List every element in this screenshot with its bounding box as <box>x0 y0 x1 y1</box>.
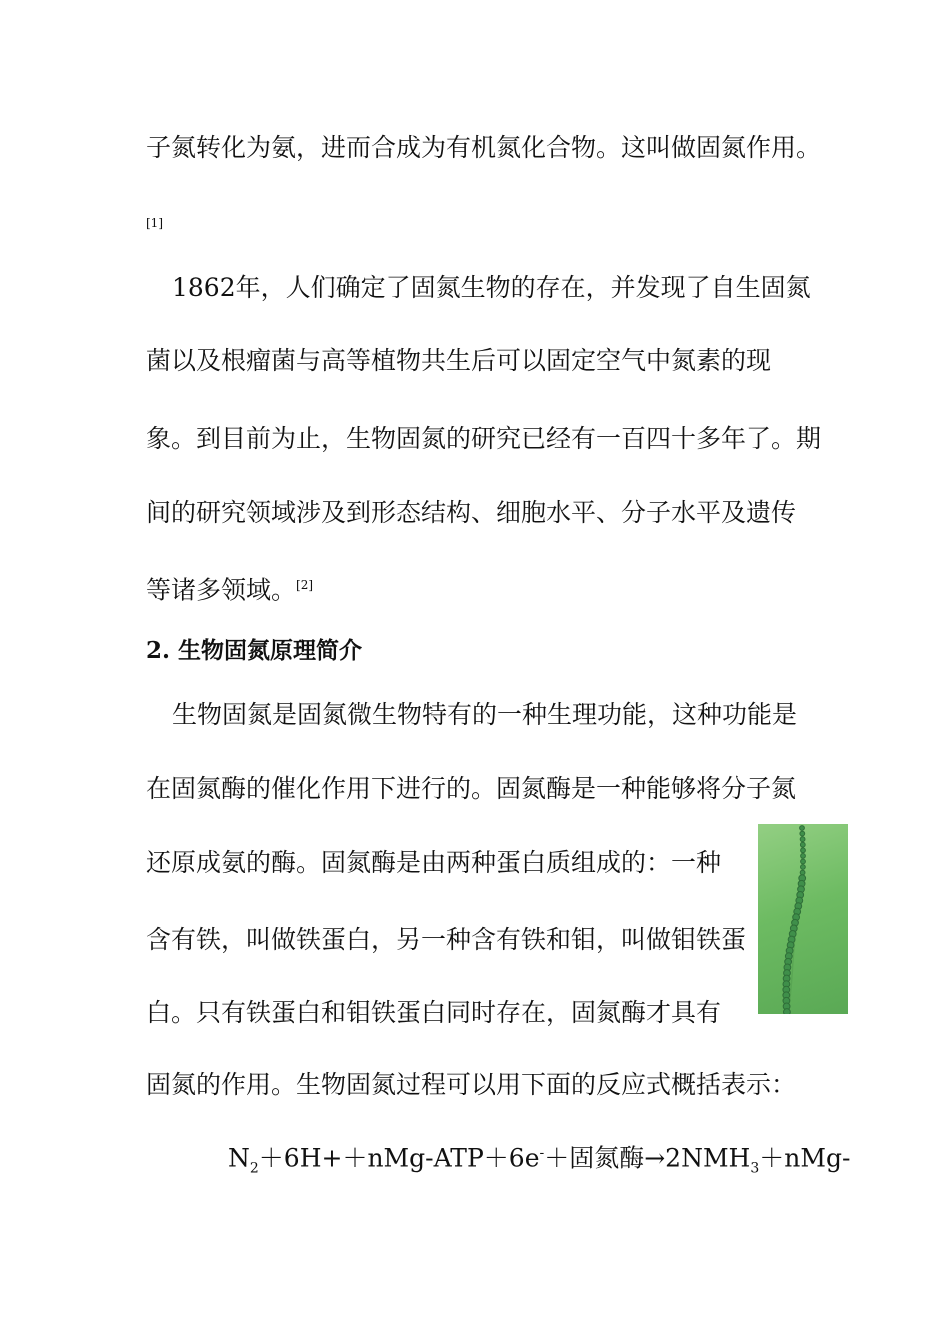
filament-cell <box>800 826 805 831</box>
formula-mid-2: ＋固氮酶→2NMH <box>544 1143 751 1173</box>
filament-cell <box>801 865 806 870</box>
formula-end: ＋nMg- <box>759 1143 851 1173</box>
paragraph-3-line-5: 白。只有铁蛋白和钼铁蛋白同时存在，固氮酶才具有 <box>146 998 722 1027</box>
paragraph-3-line-2: 在固氮酶的催化作用下进行的。固氮酶是一种能够将分子氮 <box>146 774 797 803</box>
filament-svg <box>758 824 848 1014</box>
formula-h-sub: 3 <box>750 1160 760 1177</box>
paragraph-1-line-1: 子氮转化为氨，进而合成为有机氮化合物。这叫做固氮作用。 <box>146 133 822 162</box>
paragraph-3-line-4: 含有铁，叫做铁蛋白，另一种含有铁和钼，叫做钼铁蛋 <box>146 925 747 954</box>
paragraph-2-line-4: 间的研究领域涉及到形态结构、细胞水平、分子水平及遗传 <box>146 498 797 527</box>
cyanobacteria-filament-micrograph <box>758 824 848 1014</box>
paragraph-2-line-5-text: 等诸多领域。 <box>146 575 297 605</box>
paragraph-2-line-3: 象。到目前为止，生物固氮的研究已经有一百四十多年了。期 <box>146 424 822 453</box>
filament-cell <box>800 837 805 842</box>
reference-2: [2] <box>296 578 314 592</box>
formula-mid-1: ＋6H+＋nMg-ATP＋6e <box>258 1143 540 1173</box>
reaction-formula <box>228 1138 850 1183</box>
formula-e-sup: - <box>539 1145 545 1161</box>
reference-1: [1] <box>146 216 163 230</box>
paragraph-2-line-1: 1862年，人们确定了固氮生物的存在，并发现了自生固氮 <box>172 273 811 302</box>
filament-cell <box>784 1009 791 1014</box>
paragraph-2-line-5 <box>146 570 313 605</box>
paragraph-3-line-6: 固氮的作用。生物固氮过程可以用下面的反应式概括表示： <box>146 1070 797 1099</box>
filament-cell <box>801 854 806 859</box>
filament-cell <box>800 831 805 836</box>
formula-n-sub: 2 <box>249 1160 259 1177</box>
filament-cell <box>801 848 806 853</box>
section-heading: 2. 生物固氮原理简介 <box>146 637 363 664</box>
filament-cell <box>800 842 805 847</box>
filament-cell <box>801 859 806 864</box>
paragraph-3-line-1: 生物固氮是固氮微生物特有的一种生理功能，这种功能是 <box>172 700 798 729</box>
filament-cell <box>800 870 805 875</box>
formula-n: N <box>228 1143 250 1173</box>
paragraph-3-line-3: 还原成氨的酶。固氮酶是由两种蛋白质组成的：一种 <box>146 848 722 877</box>
paragraph-2-line-2: 菌以及根瘤菌与高等植物共生后可以固定空气中氮素的现 <box>146 346 772 375</box>
